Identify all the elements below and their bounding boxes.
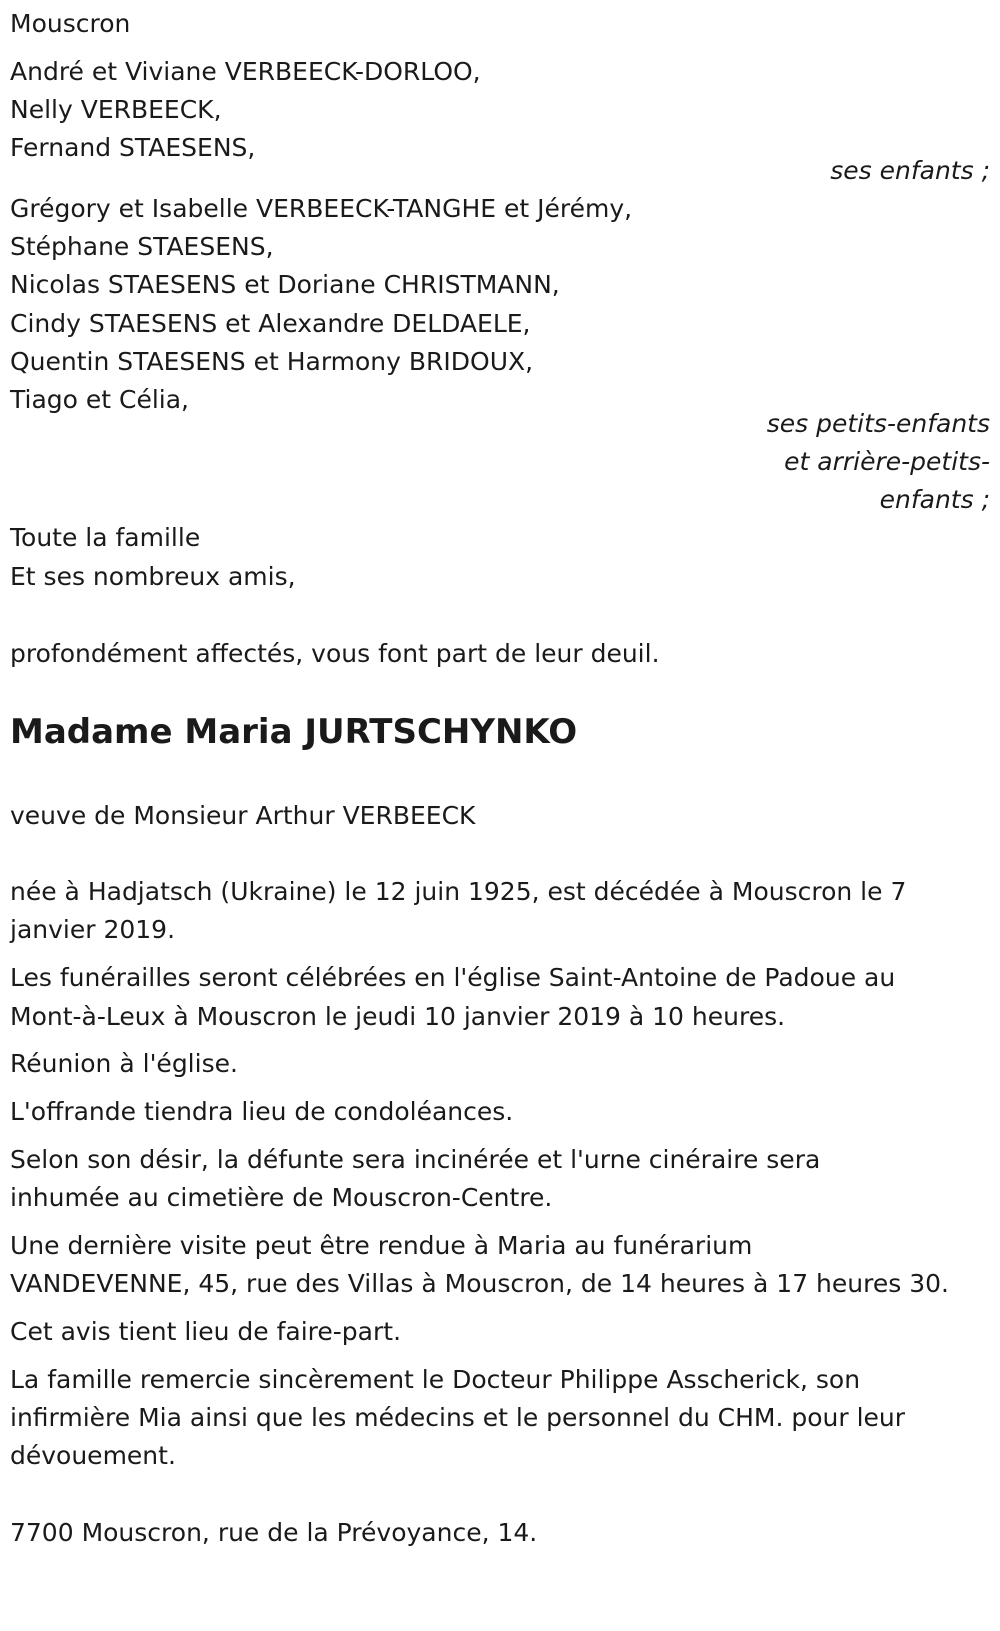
meeting-text: Réunion à l'église. bbox=[10, 1049, 238, 1078]
deceased-name: Madame Maria JURTSCHYNKO bbox=[10, 712, 578, 752]
funeral-text: Mont-à-Leux à Mouscron le jeudi 10 janvier 2019 à 10 heures. bbox=[10, 1002, 786, 1031]
thanks-text: infirmière Mia ainsi que les médecins et le personnel du CHM. pour leur bbox=[10, 1403, 906, 1432]
cremation-text: inhumée au cimetière de Mouscron-Centre. bbox=[10, 1183, 553, 1212]
notice-text: Cet avis tient lieu de faire-part. bbox=[10, 1317, 402, 1346]
thanks-text: La famille remercie sincèrement le Docteur Philippe Asscherick, son bbox=[10, 1365, 861, 1394]
birth-death-text: janvier 2019. bbox=[10, 915, 176, 944]
child-name: Fernand STAESENS, bbox=[10, 133, 256, 162]
birth-death-text: née à Hadjatsch (Ukraine) le 12 juin 1925, est décédée à Mouscron le 7 bbox=[10, 877, 907, 906]
visit-text: VANDEVENNE, 45, rue des Villas à Mouscron, de 14 heures à 17 heures 30. bbox=[10, 1269, 949, 1298]
grandchild-name: Nicolas STAESENS et Doriane CHRISTMANN, bbox=[10, 270, 560, 299]
children-role-label: ses enfants ; bbox=[830, 156, 990, 185]
grandchild-name: Grégory et Isabelle VERBEECK-TANGHE et Jérémy, bbox=[10, 194, 633, 223]
grandchild-name: Tiago et Célia, bbox=[10, 385, 190, 414]
cremation-text: Selon son désir, la défunte sera incinérée et l'urne cinéraire sera bbox=[10, 1145, 821, 1174]
announcement-text: profondément affectés, vous font part de leur deuil. bbox=[10, 639, 660, 668]
grandchild-name: Cindy STAESENS et Alexandre DELDAELE, bbox=[10, 309, 531, 338]
grandchildren-role-label: enfants ; bbox=[879, 485, 990, 514]
grandchildren-role-label: et arrière-petits- bbox=[784, 447, 990, 476]
grandchildren-role-label: ses petits-enfants bbox=[766, 409, 990, 438]
city-heading: Mouscron bbox=[10, 9, 131, 38]
child-name: Nelly VERBEECK, bbox=[10, 95, 222, 124]
family-line: Toute la famille bbox=[10, 523, 201, 552]
funeral-text: Les funérailles seront célébrées en l'église Saint-Antoine de Padoue au bbox=[10, 963, 896, 992]
widow-of-text: veuve de Monsieur Arthur VERBEECK bbox=[10, 801, 476, 830]
thanks-text: dévouement. bbox=[10, 1441, 176, 1470]
address-text: 7700 Mouscron, rue de la Prévoyance, 14. bbox=[10, 1518, 538, 1547]
child-name: André et Viviane VERBEECK-DORLOO, bbox=[10, 57, 481, 86]
visit-text: Une dernière visite peut être rendue à Maria au funérarium bbox=[10, 1231, 753, 1260]
offering-text: L'offrande tiendra lieu de condoléances. bbox=[10, 1097, 514, 1126]
grandchild-name: Stéphane STAESENS, bbox=[10, 232, 274, 261]
family-line: Et ses nombreux amis, bbox=[10, 562, 296, 591]
grandchild-name: Quentin STAESENS et Harmony BRIDOUX, bbox=[10, 347, 534, 376]
